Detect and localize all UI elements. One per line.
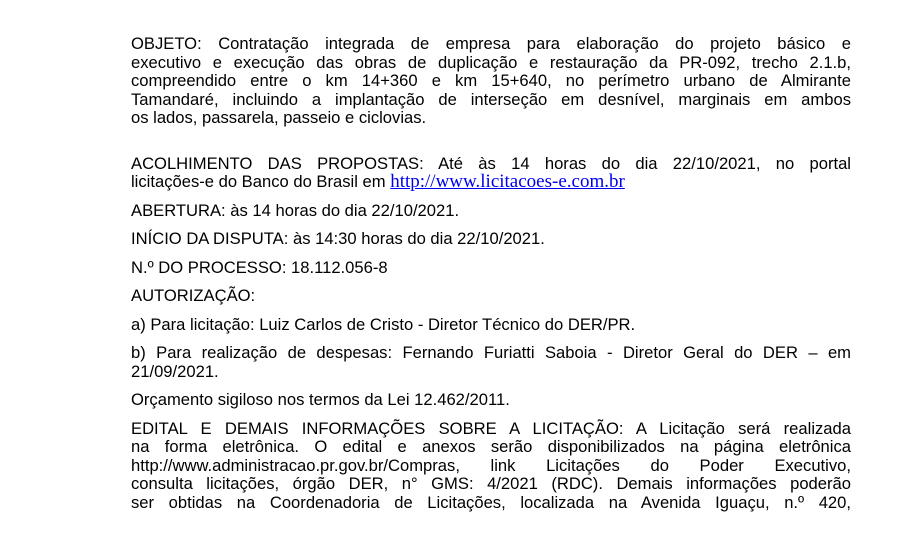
- edital-line: EDITAL E DEMAIS INFORMAÇÕES SOBRE A LICITAÇÃO: A Licitação será realizada: [131, 418, 851, 438]
- autorizacao-item-b: [131, 344, 851, 381]
- edital-line: na forma eletrônica. O edital e anexos serão disponibilizados na página eletrônica: [131, 437, 851, 456]
- autorizacao-item-a-text: a) Para licitação: Luiz Carlos de Cristo - Diretor Técnico do DER/PR.: [131, 314, 636, 334]
- orcamento-paragraph: [131, 391, 851, 410]
- edital-line: http://www.administracao.pr.gov.br/Compras, link Licitações do Poder Executivo,: [131, 455, 851, 475]
- processo-paragraph: [131, 259, 851, 278]
- acolhimento-line: ACOLHIMENTO DAS PROPOSTAS: Até às 14 horas do dia 22/10/2021, no portal: [131, 153, 851, 173]
- objeto-paragraph: [131, 35, 851, 128]
- edital-paragraph: [131, 420, 851, 513]
- acolhimento-line: [131, 173, 851, 192]
- autorizacao-item-b-line: b) Para realização de despesas: Fernando Furiatti Saboia - Diretor Geral do DER – em: [131, 343, 851, 362]
- objeto-line: compreendido entre o km 14+360 e km 15+640, no perímetro urbano de Almirante: [131, 71, 851, 90]
- autorizacao-item-a: [131, 316, 851, 335]
- licitacoes-e-link[interactable]: http://www.licitacoes-e.com.br: [390, 171, 625, 192]
- autorizacao-heading: AUTORIZAÇÃO:: [131, 286, 256, 305]
- autorizacao-heading-paragraph: [131, 287, 851, 306]
- acolhimento-paragraph: [131, 155, 851, 192]
- edital-line: ser obtidas na Coordenadoria de Licitações, localizada na Avenida Iguaçu, n.º 420,: [131, 492, 851, 512]
- edital-line: consulta licitações, órgão DER, n° GMS: 4/2021 (RDC). Demais informações poderão: [131, 474, 851, 493]
- objeto-line: os lados, passarela, passeio e ciclovias.: [131, 108, 427, 127]
- objeto-line: Tamandaré, incluindo a implantação de interseção em desnível, marginais em ambos: [131, 89, 851, 109]
- inicio-disputa-paragraph: [131, 230, 851, 249]
- objeto-line: OBJETO: Contratação integrada de empresa para elaboração do projeto básico e: [131, 34, 851, 53]
- document-body: [131, 35, 851, 512]
- inicio-disputa-text: INÍCIO DA DISPUTA: às 14:30 horas do dia 22/10/2021.: [131, 229, 545, 248]
- abertura-paragraph: [131, 202, 851, 221]
- abertura-text: ABERTURA: às 14 horas do dia 22/10/2021.: [131, 200, 460, 220]
- objeto-line: executivo e execução das obras de duplicação e restauração da PR-092, trecho 2.1.b,: [131, 52, 851, 72]
- autorizacao-item-b-line: 21/09/2021.: [131, 361, 219, 381]
- processo-text: N.º DO PROCESSO: 18.112.056-8: [131, 257, 388, 277]
- orcamento-text: Orçamento sigiloso nos termos da Lei 12.462/2011.: [131, 390, 510, 409]
- acolhimento-portal-text: licitações-e do Banco do Brasil em: [131, 172, 391, 191]
